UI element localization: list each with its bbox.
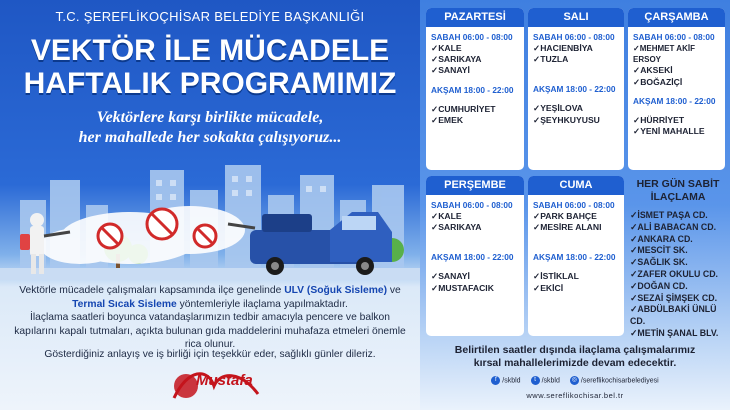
day-name: SALI [528,8,624,27]
description-part: Vektörle mücadele çalışmaları kapsamında ilçe genelinde [19,285,285,296]
daily-title [628,178,728,204]
description-part: yöntemleriyle ilaçlama yapılmaktadır. [176,298,348,310]
twitter-handle: /skbld [541,377,560,385]
organization-name: T.C. ŞEREFLİKOÇHİSAR BELEDİYE BAŞKANLIĞI [55,9,365,24]
morning-slot: SABAH 06:00 - 08:00 [431,200,513,210]
thanks-text: Gösterdiğiniz anlayış ve iş birliği için teşekkür eder, sağlıklı günler dileriz. [44,349,376,360]
list-item: ✓ABDÜLBAKİ ÜNLÜ CD. [630,304,717,327]
list-item: ✓SARIKAYA [431,222,482,233]
list-item: ✓ŞEYHKUYUSU [533,114,600,125]
day-card-thursday [426,176,524,336]
list-item: ✓CUMHURİYET [431,103,496,114]
instagram-handle: /sereflikochisarbelediyesi [580,377,659,385]
ulv-method: ULV (Soğuk Sisleme) [284,285,388,296]
description-part: ve [387,285,401,296]
signature-text: Mustafa [196,372,253,389]
morning-slot: SABAH 06:00 - 08:00 [633,32,715,42]
list-item: ✓KALE [431,43,462,53]
evening-slot: AKŞAM 18:00 - 22:00 [431,84,514,95]
list-item: ✓HÜRRİYET [633,114,685,125]
list-item: ✓SANAYİ [431,65,470,76]
list-item: ✓SAĞLIK SK. [630,257,688,268]
evening-slot: AKŞAM 18:00 - 22:00 [431,252,514,263]
day-name: ÇARŞAMBA [628,8,725,27]
list-item: ✓AKSEKİ [633,65,673,76]
list-item: ✓MESİRE ALANI [533,222,602,233]
list-item: ✓METİN ŞANAL BLV. [630,327,719,338]
list-item: ✓HACIENBİYA [533,43,593,53]
list-item: ✓ZAFER OKULU CD. [630,268,719,279]
title-line-1: VEKTÖR İLE MÜCADELE [30,34,390,67]
list-item: ✓İSMET PAŞA CD. [630,210,708,220]
list-item: ✓PARK BAHÇE [533,211,597,221]
list-item: ✓MEHMET AKİF ERSOY [633,44,695,65]
daily-title-line-2: İLAÇLAMA [650,191,706,203]
list-item: ✓YEŞİLOVA [533,103,584,114]
description-warning: İlaçlama saatleri boyunca vatandaşlarımızın tedbir amacıyla pencere ve balkon kapılarını kapalı tutmaları, açıkta bulunan gıda maddelerini muhafaza etmeleri önemle rica olunur. [14,312,406,350]
list-item: ✓İSTİKLAL [533,271,579,282]
day-name: PERŞEMBE [426,176,524,195]
facebook-handle: /skbld [502,377,521,385]
city-illustration [0,150,420,280]
page-title [0,34,420,100]
list-item: ✓SARIKAYA [431,54,482,65]
list-item: ✓TUZLA [533,54,569,65]
twitter-link[interactable] [531,376,560,385]
list-item: ✓MUSTAFACIK [431,282,494,293]
day-card-monday [426,8,524,170]
subtitle-line-1: Vektörlere karşı birlikte mücadele, [96,109,324,126]
evening-slot: AKŞAM 18:00 - 22:00 [533,84,616,95]
day-card-wednesday [628,8,725,170]
thermal-method: Termal Sıcak Sisleme [72,298,177,310]
subtitle [0,108,420,148]
list-item: ✓EMEK [431,114,464,125]
footer-note-line-1: Belirtilen saatler dışında ilaçlama çalışmalarımız [454,344,696,356]
list-item: ✓DOĞAN CD. [630,280,688,291]
instagram-icon: ◎ [571,377,577,383]
list-item: ✓EKİCİ [533,282,564,293]
social-links [426,376,724,385]
list-item: ✓ALİ BABACAN CD. [630,221,717,232]
daily-title-line-1: HER GÜN SABİT [636,178,720,190]
morning-slot: SABAH 06:00 - 08:00 [533,32,615,42]
evening-slot: AKŞAM 18:00 - 22:00 [533,252,616,263]
morning-slot: SABAH 06:00 - 08:00 [533,200,615,210]
list-item: ✓MESCİT SK. [630,245,688,256]
evening-slot: AKŞAM 18:00 - 22:00 [633,95,716,106]
day-name: CUMA [528,176,624,195]
list-item: ✓SEZAİ ŞİMŞEK CD. [630,292,718,303]
footer-note [426,344,724,370]
list-item: ✓BOĞAZİÇİ [633,76,683,87]
day-card-tuesday [528,8,624,170]
title-line-2: HAFTALIK PROGRAMIMIZ [23,67,397,100]
list-item: ✓YENİ MAHALLE [633,126,705,137]
twitter-icon: t [531,376,540,385]
facebook-icon: f [491,376,500,385]
instagram-link[interactable] [570,376,659,385]
day-name: PAZARTESİ [426,8,524,27]
footer-note-line-2: kırsal mahallelerimizde devam edecektir. [473,357,677,369]
website-link[interactable]: www.sereflikochisar.bel.tr [526,391,624,400]
description-text [0,284,420,352]
day-card-friday [528,176,624,336]
daily-street-list [630,210,730,340]
list-item: ✓ANKARA CD. [630,233,693,244]
morning-slot: SABAH 06:00 - 08:00 [431,32,513,42]
list-item: ✓KALE [431,211,462,221]
subtitle-line-2: her mahallede her sokakta çalışıyoruz... [78,129,342,146]
list-item: ✓SANAYİ [431,271,470,282]
facebook-link[interactable] [491,376,520,385]
